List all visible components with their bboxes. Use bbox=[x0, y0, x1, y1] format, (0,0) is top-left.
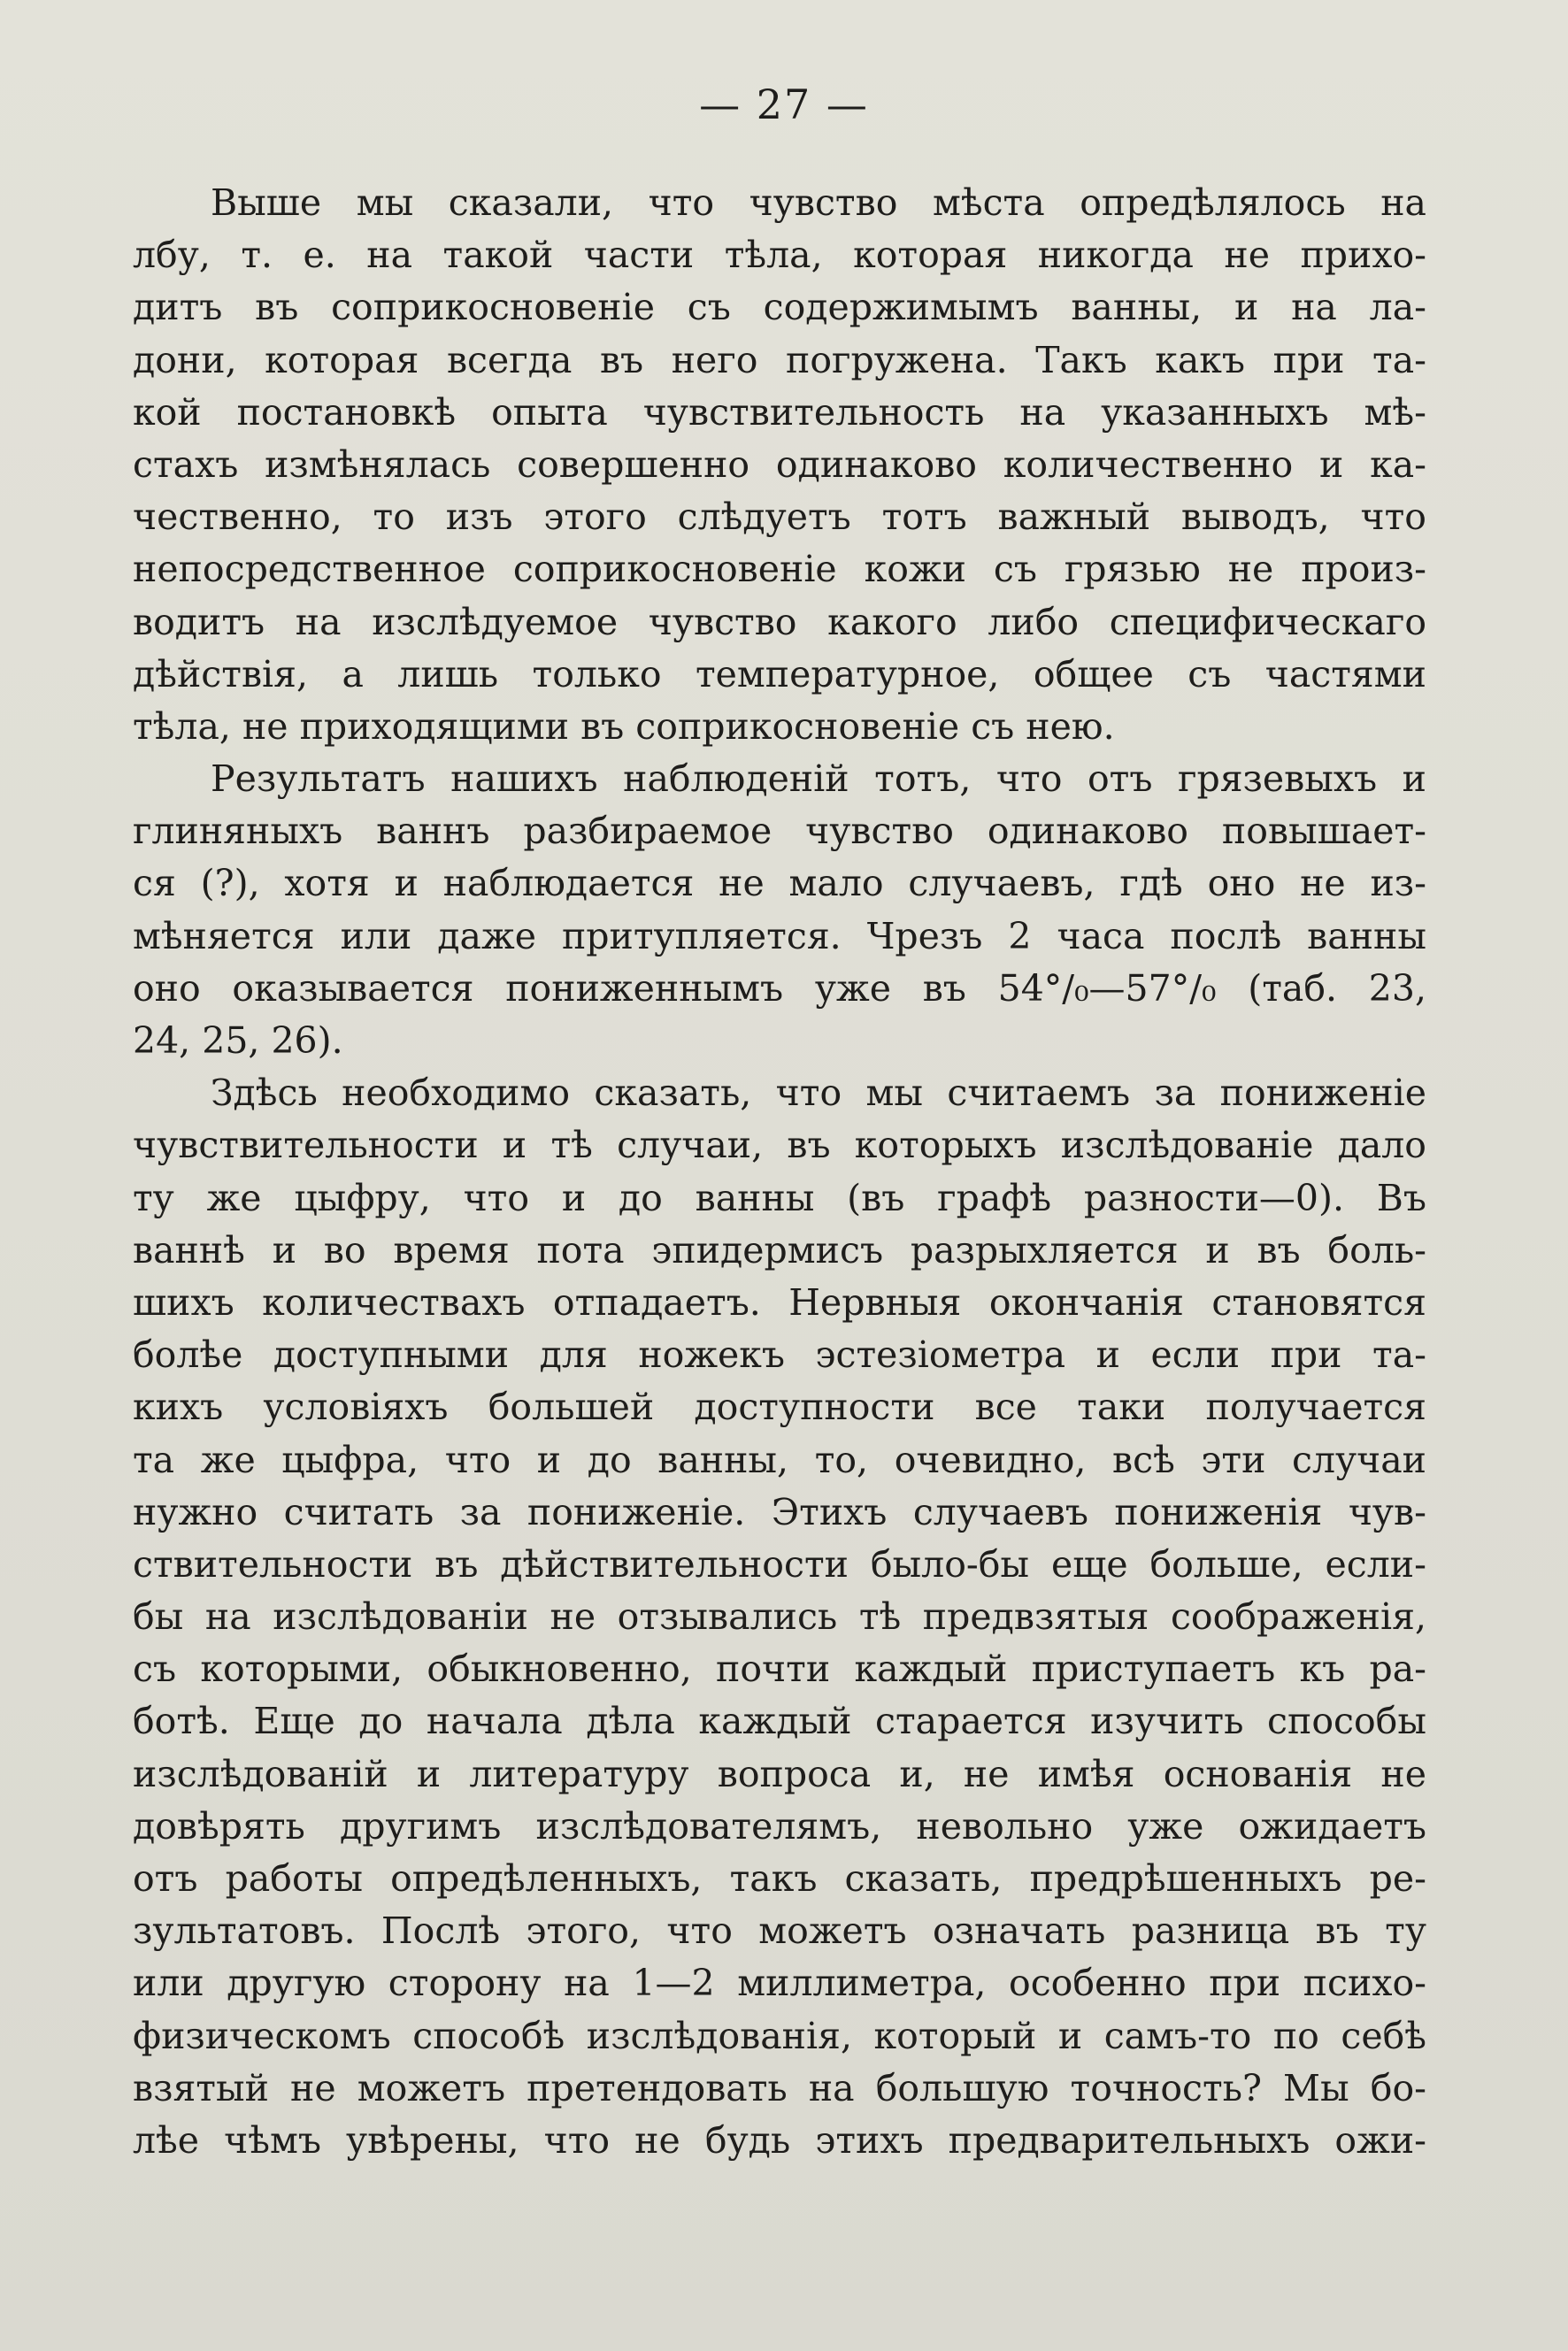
text-line: шихъ количествахъ отпадаетъ. Нервныя окончанія становятся bbox=[133, 1280, 1426, 1324]
text-line: отъ работы опредѣленныхъ, такъ сказать, предрѣшенныхъ ре- bbox=[133, 1857, 1426, 1900]
text-line: физическомъ способѣ изслѣдованія, который и самъ-то по себѣ bbox=[133, 2014, 1426, 2057]
text-line: чественно, то изъ этого слѣдуетъ тотъ важный выводъ, что bbox=[133, 496, 1426, 539]
text-line: взятый не можетъ претендовать на большую точность? Мы бо- bbox=[133, 2066, 1426, 2109]
text-line: стахъ измѣнялась совершенно одинаково количественно и ка- bbox=[133, 442, 1426, 486]
text-line: кой постановкѣ опыта чувствительность на указанныхъ мѣ- bbox=[133, 390, 1426, 434]
text-line: нужно считать за пониженіе. Этихъ случаевъ пониженія чув- bbox=[133, 1490, 1426, 1533]
text-line: мѣняется или даже притупляется. Чрезъ 2 часа послѣ ванны bbox=[133, 914, 1426, 957]
text-line: кихъ условіяхъ большей доступности все таки получается bbox=[133, 1386, 1426, 1429]
text-line: ся (?), хотя и наблюдается не мало случаевъ, гдѣ оно не из- bbox=[133, 862, 1426, 905]
text-line: лѣе чѣмъ увѣрены, что не будь этихъ предварительныхъ ожи- bbox=[133, 2118, 1426, 2162]
page-number: — 27 — bbox=[699, 81, 869, 128]
paragraph bbox=[133, 1067, 1426, 2167]
text-line: зультатовъ. Послѣ этого, что можетъ означать разница въ ту bbox=[133, 1909, 1426, 1953]
text-line: ствительности въ дѣйствительности было-бы еще больше, если- bbox=[133, 1542, 1426, 1586]
body-text bbox=[133, 177, 1426, 2167]
text-line: дитъ въ соприкосновеніе съ содержимымъ ванны, и на ла- bbox=[133, 286, 1426, 329]
text-line: водитъ на изслѣдуемое чувство какого либо специфическаго bbox=[133, 600, 1426, 643]
text-line: дѣйствія, а лишь только температурное, общее съ частями bbox=[133, 652, 1426, 695]
paragraph bbox=[133, 177, 1426, 753]
text-line: ваннѣ и во время пота эпидермисъ разрыхляется и въ боль- bbox=[133, 1228, 1426, 1272]
text-line: оно оказывается пониженнымъ уже въ 54°/₀—57°/₀ (таб. 23, bbox=[133, 966, 1426, 1010]
text-line: дони, которая всегда въ него погружена. Такъ какъ при та- bbox=[133, 338, 1426, 381]
text-line: Результатъ нашихъ наблюденій тотъ, что отъ грязевыхъ и bbox=[211, 757, 1426, 801]
text-line: лбу, т. е. на такой части тѣла, которая никогда не прихо- bbox=[133, 234, 1426, 277]
text-line: тѣла, не приходящими въ соприкосновеніе съ нею. bbox=[133, 704, 1115, 748]
text-line: болѣе доступными для ножекъ эстезіометра и если при та- bbox=[133, 1333, 1426, 1377]
text-line: 24, 25, 26). bbox=[133, 1019, 343, 1062]
text-line: глиняныхъ ваннъ разбираемое чувство одинаково повышает- bbox=[133, 810, 1426, 853]
text-line: та же цыфра, что и до ванны, то, очевидно, всѣ эти случаи bbox=[133, 1438, 1426, 1481]
text-line: довѣрять другимъ изслѣдователямъ, невольно уже ожидаетъ bbox=[133, 1804, 1426, 1848]
paragraph bbox=[133, 753, 1426, 1067]
text-line: чувствительности и тѣ случаи, въ которыхъ изслѣдованіе дало bbox=[133, 1124, 1426, 1167]
text-line: Здѣсь необходимо сказать, что мы считаемъ за пониженіе bbox=[211, 1072, 1426, 1115]
text-line: или другую сторону на 1—2 миллиметра, особенно при психо- bbox=[133, 1962, 1426, 2005]
text-line: изслѣдованій и литературу вопроса и, не имѣя основанія не bbox=[133, 1752, 1426, 1795]
text-line: ботѣ. Еще до начала дѣла каждый старается изучить способы bbox=[133, 1700, 1426, 1743]
text-line: съ которыми, обыкновенно, почти каждый приступаетъ къ ра- bbox=[133, 1648, 1426, 1691]
text-line: непосредственное соприкосновеніе кожи съ грязью не произ- bbox=[133, 548, 1426, 591]
text-line: бы на изслѣдованіи не отзывались тѣ предвзятыя соображенія, bbox=[133, 1595, 1426, 1639]
text-line: Выше мы сказали, что чувство мѣста опредѣлялось на bbox=[211, 181, 1426, 224]
text-line: ту же цыфру, что и до ванны (въ графѣ разности—0). Въ bbox=[133, 1176, 1426, 1219]
